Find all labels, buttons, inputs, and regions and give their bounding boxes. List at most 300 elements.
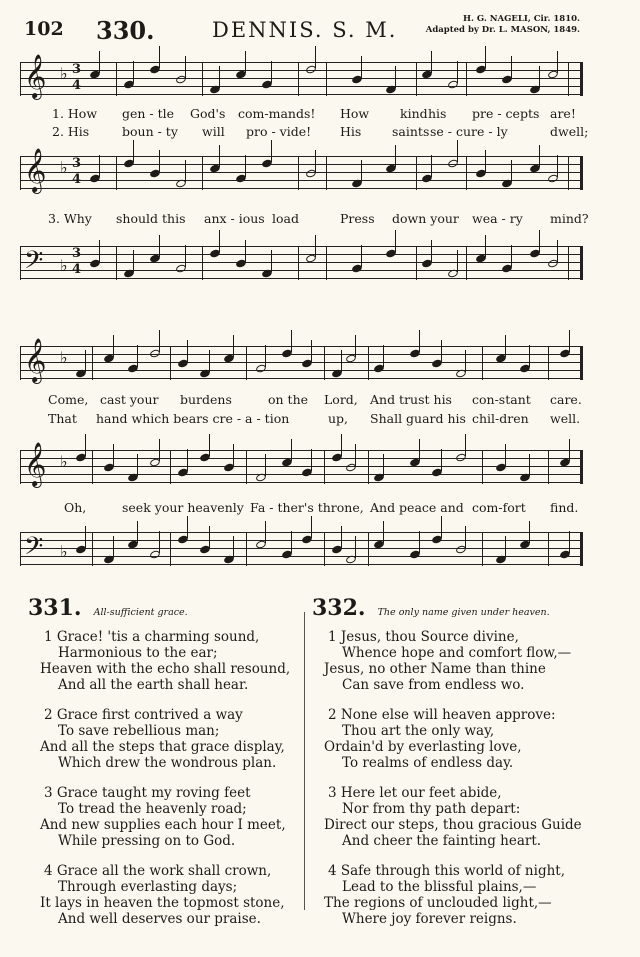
note-stem — [233, 536, 234, 558]
note-stem — [159, 531, 160, 553]
note-stem — [465, 526, 466, 548]
barline — [324, 346, 325, 380]
staff-line — [20, 458, 582, 459]
lyric-syllable: com-mands! — [238, 106, 316, 121]
note-stem — [431, 51, 432, 73]
note-stem — [465, 350, 466, 372]
staff-line — [20, 548, 582, 549]
hymn-verse — [312, 707, 592, 771]
note-stem — [419, 439, 420, 461]
note-stem — [539, 66, 540, 88]
note-stem — [529, 521, 530, 543]
hymn-331 — [28, 595, 308, 927]
barline — [482, 450, 483, 484]
page-header — [0, 14, 640, 44]
note-stem — [233, 444, 234, 466]
note-stem — [245, 155, 246, 177]
note-stem — [245, 240, 246, 262]
hymn-line: Nor from thy path depart: — [342, 801, 521, 817]
lyric-syllable: Come, — [48, 392, 89, 407]
hymn-verse — [312, 863, 592, 927]
lyric-syllable: God's — [190, 106, 226, 121]
barline — [92, 532, 93, 566]
note-stem — [505, 536, 506, 558]
barline — [92, 450, 93, 484]
note-stem — [355, 444, 356, 466]
hymn-332-number: 332. — [312, 595, 366, 621]
barline — [580, 62, 583, 96]
note-stem — [187, 516, 188, 538]
lyric-syllable: burdens — [180, 392, 232, 407]
note-stem — [529, 454, 530, 476]
barline — [568, 246, 569, 280]
hymn-line: Jesus, no other Name than thine — [324, 661, 546, 677]
note-stem — [137, 454, 138, 476]
hymn-line: Through everlasting days; — [58, 879, 238, 895]
note-stem — [383, 521, 384, 543]
note-stem — [159, 439, 160, 461]
barline — [20, 156, 21, 190]
hymn-line: Where joy forever reigns. — [342, 911, 517, 927]
note-stem — [265, 345, 266, 367]
hymn-line: To save rebellious man; — [58, 723, 220, 739]
note-stem — [361, 56, 362, 78]
lyric-syllable: And trust his — [370, 392, 452, 407]
hymn-332 — [312, 595, 592, 927]
note-stem — [361, 245, 362, 267]
lyric-syllable: cast your — [100, 392, 159, 407]
barline — [202, 246, 203, 280]
bass-clef-icon: 𝄢 — [24, 532, 44, 567]
staff-line — [20, 180, 582, 181]
bass-clef-icon: 𝄢 — [24, 246, 44, 281]
lyric-syllable: his — [428, 106, 447, 121]
note-stem — [271, 61, 272, 83]
barline — [20, 246, 21, 280]
staff-line — [20, 86, 582, 87]
hymn-verse — [28, 785, 308, 849]
note-stem — [341, 350, 342, 372]
note-stem — [511, 160, 512, 182]
barline — [92, 346, 93, 380]
barline — [466, 156, 467, 190]
note-stem — [113, 536, 114, 558]
note-stem — [569, 330, 570, 352]
treble-clef-icon: 𝄞 — [24, 442, 47, 486]
note-stem — [185, 56, 186, 78]
note-stem — [311, 516, 312, 538]
hymn-verse — [312, 785, 592, 849]
hymn-line: And well deserves our praise. — [58, 911, 261, 927]
note-stem — [315, 46, 316, 68]
page-number: 102 — [24, 18, 64, 40]
note-stem — [539, 230, 540, 252]
lyric-syllable: How — [340, 106, 370, 121]
key-signature-flat-icon: ♭ — [60, 348, 68, 367]
staff-treble-3 — [20, 338, 582, 382]
staff-line — [20, 270, 582, 271]
note-stem — [209, 350, 210, 372]
barline — [580, 346, 583, 380]
barline — [416, 156, 417, 190]
note-stem — [419, 330, 420, 352]
hymn-line: 1 Jesus, thou Source divine, — [328, 629, 519, 645]
hymn-number: 330. — [96, 16, 155, 45]
treble-clef-icon: 𝄞 — [24, 338, 47, 382]
lyric-syllable: pro - vide! — [246, 124, 312, 139]
note-stem — [511, 245, 512, 267]
note-stem — [315, 235, 316, 257]
note-stem — [209, 434, 210, 456]
composer-line-2: Adapted by Dr. L. MASON, 1849. — [425, 25, 580, 35]
lyric-syllable: kind — [400, 106, 428, 121]
note-stem — [355, 335, 356, 357]
lyric-syllable: up, — [328, 411, 349, 426]
barline — [246, 532, 247, 566]
hymn-line: While pressing on to God. — [58, 833, 236, 849]
hymn-line: Harmonious to the ear; — [58, 645, 218, 661]
barline — [580, 246, 583, 280]
lyric-syllable: Fa - ther's throne, — [250, 500, 364, 515]
time-signature-icon: 3 4 — [72, 246, 82, 277]
note-stem — [85, 350, 86, 372]
barline — [326, 156, 327, 190]
hymn-line: Direct our steps, thou gracious Guide — [324, 817, 582, 833]
note-stem — [187, 340, 188, 362]
barline — [416, 62, 417, 96]
lyric-syllable: Lord, — [324, 392, 358, 407]
lyric-syllable: seek your heavenly — [122, 500, 244, 515]
staff-line — [20, 346, 582, 347]
note-stem — [291, 439, 292, 461]
key-signature-flat-icon: ♭ — [60, 64, 68, 83]
staff-line — [20, 172, 582, 173]
barline — [20, 450, 21, 484]
lyric-syllable: care. — [550, 392, 582, 407]
staff-bass-2 — [20, 532, 582, 566]
note-stem — [431, 155, 432, 177]
note-stem — [159, 150, 160, 172]
staff-line — [20, 370, 582, 371]
hymn-line: It lays in heaven the topmost stone, — [40, 895, 285, 911]
note-stem — [441, 340, 442, 362]
note-stem — [485, 235, 486, 257]
barline — [116, 156, 117, 190]
barline — [20, 346, 21, 380]
note-stem — [505, 444, 506, 466]
barline — [202, 156, 203, 190]
lyric-syllable: Shall guard his — [370, 411, 466, 426]
note-stem — [341, 434, 342, 456]
staff-line — [20, 564, 582, 565]
staff-line — [20, 262, 582, 263]
barline — [324, 450, 325, 484]
lyric-syllable: mind? — [550, 211, 589, 226]
hymn-331-number: 331. — [28, 595, 82, 621]
note-stem — [569, 531, 570, 553]
lyric-syllable: chil-dren — [472, 411, 529, 426]
note-stem — [219, 66, 220, 88]
note-stem — [361, 160, 362, 182]
note-stem — [311, 449, 312, 471]
barline — [326, 246, 327, 280]
lyric-syllable: down your — [392, 211, 459, 226]
note-stem — [159, 235, 160, 257]
note-stem — [209, 526, 210, 548]
note-stem — [383, 345, 384, 367]
hymn-331-subtitle: All-sufficient grace. — [93, 607, 188, 618]
note-stem — [395, 145, 396, 167]
barline — [568, 62, 569, 96]
staff-line — [20, 278, 582, 279]
note-stem — [233, 335, 234, 357]
lyric-syllable: com-fort — [472, 500, 526, 515]
note-stem — [133, 250, 134, 272]
composer-line-1: H. G. NAGELI, Cir. 1810. — [462, 14, 580, 24]
note-stem — [441, 516, 442, 538]
lyric-syllable: wea - ry — [472, 211, 523, 226]
note-stem — [457, 250, 458, 272]
barline — [324, 532, 325, 566]
barline — [466, 246, 467, 280]
hymn-line: To tread the heavenly road; — [58, 801, 247, 817]
hymn-line: And all the steps that grace display, — [40, 739, 285, 755]
hymn-verse — [28, 707, 308, 771]
note-stem — [505, 335, 506, 357]
note-stem — [557, 155, 558, 177]
note-stem — [245, 51, 246, 73]
note-stem — [465, 434, 466, 456]
lyric-syllable: se - cure - ly — [430, 124, 508, 139]
barline — [482, 532, 483, 566]
note-stem — [99, 240, 100, 262]
note-stem — [99, 51, 100, 73]
lyric-syllable: That — [48, 411, 77, 426]
note-stem — [355, 536, 356, 558]
hymn-line: Thou art the only way, — [342, 723, 495, 739]
note-stem — [219, 230, 220, 252]
barline — [368, 450, 369, 484]
note-stem — [291, 330, 292, 352]
key-signature-flat-icon: ♭ — [60, 452, 68, 471]
note-stem — [271, 250, 272, 272]
hymn-line: 4 Grace all the work shall crown, — [44, 863, 272, 879]
lyric-syllable: His — [340, 124, 362, 139]
barline — [20, 532, 21, 566]
staff-line — [20, 474, 582, 475]
hymn-line: To realms of endless day. — [342, 755, 514, 771]
barline — [246, 450, 247, 484]
hymn-verse — [28, 863, 308, 927]
note-stem — [441, 449, 442, 471]
barline — [298, 246, 299, 280]
column-divider — [304, 612, 305, 910]
note-stem — [137, 345, 138, 367]
barline — [548, 346, 549, 380]
note-stem — [159, 330, 160, 352]
note-stem — [185, 160, 186, 182]
note-stem — [395, 230, 396, 252]
hymn-line: 3 Grace taught my roving feet — [44, 785, 251, 801]
hymn-line: 2 Grace first contrived a way — [44, 707, 243, 723]
hymn-line: Ordain'd by everlasting love, — [324, 739, 522, 755]
barline — [466, 62, 467, 96]
barline — [170, 532, 171, 566]
barline — [298, 62, 299, 96]
staff-bass-1 — [20, 246, 582, 280]
barline — [20, 62, 21, 96]
hymn-line: Heaven with the echo shall resound, — [40, 661, 291, 677]
lyric-syllable: And peace and — [370, 500, 464, 515]
barline — [482, 346, 483, 380]
note-stem — [419, 531, 420, 553]
hymn-331-verses — [28, 629, 308, 927]
lyric-syllable: should this — [116, 211, 186, 226]
lyric-syllable: will — [202, 124, 225, 139]
note-stem — [185, 245, 186, 267]
hymn-verse — [28, 629, 308, 693]
hymn-332-verses — [312, 629, 592, 927]
barline — [116, 62, 117, 96]
note-stem — [315, 150, 316, 172]
staff-line — [20, 156, 582, 157]
note-stem — [485, 150, 486, 172]
barline — [368, 532, 369, 566]
staff-treble-2 — [20, 148, 582, 192]
composer-credit — [426, 14, 580, 36]
hymn-line: 3 Here let our feet abide, — [328, 785, 502, 801]
staff-line — [20, 94, 582, 95]
lyric-syllable: Press — [340, 211, 375, 226]
note-stem — [265, 454, 266, 476]
lyric-syllable: hand which bears cre - a - tion — [96, 411, 290, 426]
key-signature-flat-icon: ♭ — [60, 158, 68, 177]
hymn-line: Lead to the blissful plains,— — [342, 879, 537, 895]
note-stem — [431, 240, 432, 262]
key-signature-flat-icon: ♭ — [60, 256, 68, 275]
barline — [368, 346, 369, 380]
barline — [170, 450, 171, 484]
lyric-syllable: saints — [392, 124, 430, 139]
staff-line — [20, 78, 582, 79]
staff-line — [20, 378, 582, 379]
staff-line — [20, 164, 582, 165]
staff-line — [20, 70, 582, 71]
note-stem — [113, 335, 114, 357]
hymn-verse — [312, 629, 592, 693]
staff-line — [20, 246, 582, 247]
lyric-syllable: gen - tle — [122, 106, 175, 121]
hymn-line: 4 Safe through this world of night, — [328, 863, 566, 879]
staff-treble-4 — [20, 442, 582, 486]
hymn-line: And new supplies each hour I meet, — [40, 817, 286, 833]
staff-line — [20, 188, 582, 189]
hymn-line: 2 None else will heaven approve: — [328, 707, 556, 723]
note-stem — [187, 449, 188, 471]
barline — [580, 532, 583, 566]
note-stem — [457, 140, 458, 162]
hymn-332-subtitle: The only name given under heaven. — [377, 607, 550, 618]
barline — [548, 450, 549, 484]
note-stem — [271, 140, 272, 162]
hymn-line: Which drew the wondrous plan. — [58, 755, 277, 771]
lyric-syllable: Oh, — [64, 500, 87, 515]
lyric-syllable: anx - ious — [204, 211, 265, 226]
lyric-syllable: 3. Why — [48, 211, 92, 226]
lyric-syllable: on the — [268, 392, 309, 407]
note-stem — [85, 526, 86, 548]
hymn-line: And all the earth shall hear. — [58, 677, 249, 693]
note-stem — [485, 46, 486, 68]
hymn-line: The regions of unclouded light,— — [324, 895, 552, 911]
note-stem — [113, 444, 114, 466]
barline — [170, 346, 171, 380]
barline — [202, 62, 203, 96]
note-stem — [529, 345, 530, 367]
barline — [416, 246, 417, 280]
note-stem — [457, 61, 458, 83]
note-stem — [219, 145, 220, 167]
note-stem — [383, 454, 384, 476]
note-stem — [133, 140, 134, 162]
note-stem — [159, 46, 160, 68]
staff-line — [20, 254, 582, 255]
note-stem — [395, 66, 396, 88]
hymn-line: 1 Grace! 'tis a charming sound, — [44, 629, 260, 645]
barline — [116, 246, 117, 280]
lyric-syllable: boun - ty — [122, 124, 178, 139]
lyric-syllable: pre - cepts — [472, 106, 540, 121]
time-signature-icon: 3 4 — [72, 156, 82, 187]
lyric-syllable: con-stant — [472, 392, 531, 407]
staff-line — [20, 450, 582, 451]
barline — [548, 532, 549, 566]
lyric-syllable: 2. His — [52, 124, 90, 139]
barline — [580, 156, 583, 190]
lyric-syllable: well. — [550, 411, 581, 426]
treble-clef-icon: 𝄞 — [24, 54, 47, 98]
hymn-line: Whence hope and comfort flow,— — [342, 645, 572, 661]
barline — [246, 346, 247, 380]
treble-clef-icon: 𝄞 — [24, 148, 47, 192]
note-stem — [311, 340, 312, 362]
note-stem — [511, 56, 512, 78]
note-stem — [341, 526, 342, 548]
note-stem — [291, 531, 292, 553]
time-signature-icon: 3 4 — [72, 62, 82, 93]
note-stem — [133, 61, 134, 83]
lyric-syllable: dwell; — [550, 124, 589, 139]
note-stem — [265, 521, 266, 543]
hymn-line: Can save from endless wo. — [342, 677, 525, 693]
staff-line — [20, 532, 582, 533]
note-stem — [85, 434, 86, 456]
lyric-syllable: load — [272, 211, 299, 226]
tune-title: DENNIS. S. M. — [212, 18, 398, 42]
barline — [326, 62, 327, 96]
key-signature-flat-icon: ♭ — [60, 542, 68, 561]
note-stem — [137, 521, 138, 543]
lyric-syllable: are! — [550, 106, 576, 121]
hymn-line: And cheer the fainting heart. — [342, 833, 542, 849]
note-stem — [557, 51, 558, 73]
lyric-syllable: find. — [550, 500, 579, 515]
barline — [298, 156, 299, 190]
note-stem — [539, 145, 540, 167]
barline — [568, 156, 569, 190]
lyric-syllable: 1. How — [52, 106, 98, 121]
staff-line — [20, 62, 582, 63]
